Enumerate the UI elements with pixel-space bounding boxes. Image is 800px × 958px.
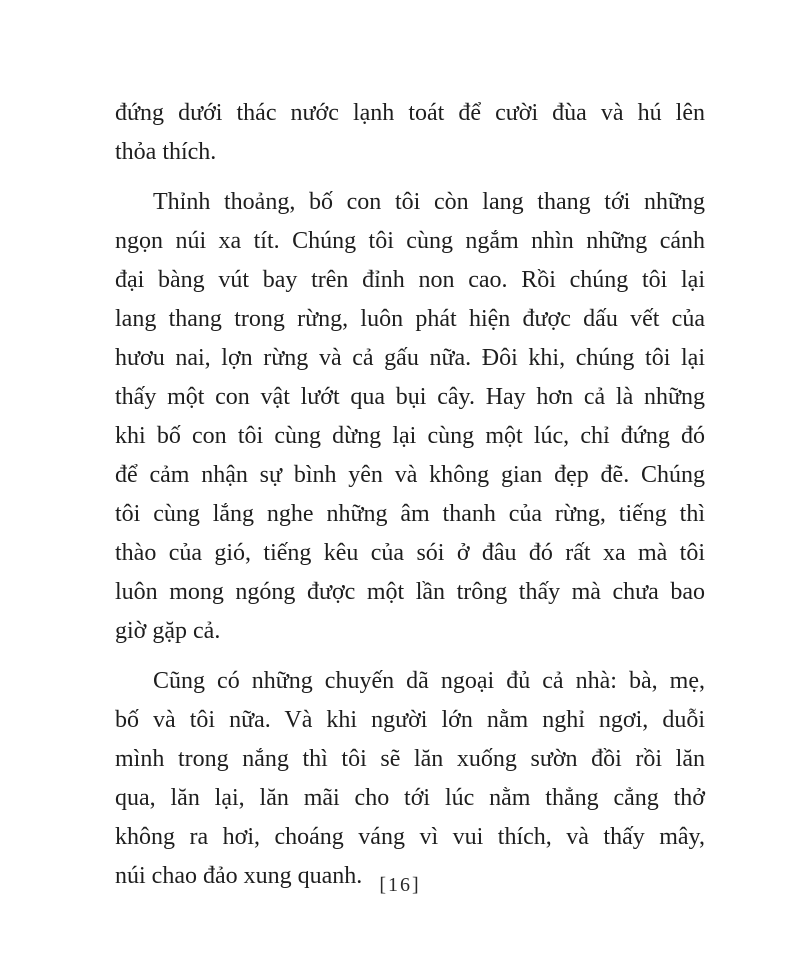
text-line: bố và tôi nữa. Và khi người lớn nằm nghỉ ngơi, duỗi (115, 707, 705, 733)
text-line: đứng dưới thác nước lạnh toát để cười đùa và hú lên (115, 100, 705, 126)
text-line: không ra hơi, choáng váng vì vui thích, và thấy mây, (115, 824, 705, 850)
text-line: để cảm nhận sự bình yên và không gian đẹp đẽ. Chúng (115, 462, 705, 488)
text-line: đại bàng vút bay trên đỉnh non cao. Rồi chúng tôi lại (115, 267, 705, 293)
text-line: hươu nai, lợn rừng và cả gấu nữa. Đôi khi, chúng tôi lại (115, 345, 705, 371)
text-line: Thỉnh thoảng, bố con tôi còn lang thang tới những (153, 189, 705, 215)
book-page-body (115, 94, 705, 907)
paragraph-3 (115, 662, 705, 896)
text-line: thào của gió, tiếng kêu của sói ở đâu đó rất xa mà tôi (115, 540, 705, 566)
paragraph-1 (115, 94, 705, 172)
text-line: khi bố con tôi cùng dừng lại cùng một lúc, chỉ đứng đó (115, 423, 705, 449)
text-line: luôn mong ngóng được một lần trông thấy mà chưa bao (115, 579, 705, 605)
text-line: lang thang trong rừng, luôn phát hiện được dấu vết của (115, 306, 705, 332)
text-line: thấy một con vật lướt qua bụi cây. Hay hơn cả là những (115, 384, 705, 410)
text-line: Cũng có những chuyến dã ngoại đủ cả nhà: bà, mẹ, (153, 668, 705, 694)
text-line: ngọn núi xa tít. Chúng tôi cùng ngắm nhìn những cánh (115, 228, 705, 254)
text-line: tôi cùng lắng nghe những âm thanh của rừng, tiếng thì (115, 501, 705, 527)
text-line: qua, lăn lại, lăn mãi cho tới lúc nằm thẳng cẳng thở (115, 785, 705, 811)
text-line: giờ gặp cả. (115, 618, 221, 644)
text-line: núi chao đảo xung quanh. (115, 863, 363, 889)
page-number: [16] (379, 874, 421, 896)
text-line: mình trong nắng thì tôi sẽ lăn xuống sườn đồi rồi lăn (115, 746, 705, 772)
paragraph-2 (115, 183, 705, 651)
text-line: thỏa thích. (115, 139, 217, 165)
